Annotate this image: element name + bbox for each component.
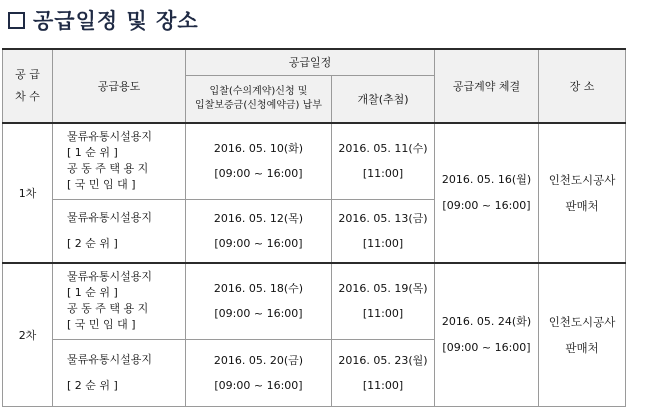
bid-cell: 2016. 05. 18(수) [09:00 ~ 16:00] xyxy=(186,263,332,339)
result-cell: 2016. 05. 13(금) [11:00] xyxy=(332,199,435,263)
bid-cell: 2016. 05. 10(화) [09:00 ~ 16:00] xyxy=(186,123,332,199)
result-cell: 2016. 05. 11(수) [11:00] xyxy=(332,123,435,199)
section-heading xyxy=(8,6,199,34)
schedule-table xyxy=(2,48,626,407)
header-result: 개찰(추첨) xyxy=(332,75,435,123)
usage-cell: 물류유통시설용지 [ 2 순 위 ] xyxy=(53,339,186,406)
round-label: 2차 xyxy=(3,263,53,406)
header-schedule: 공급일정 xyxy=(186,49,435,75)
usage-cell: 물류유통시설용지 [ 2 순 위 ] xyxy=(53,199,186,263)
header-place: 장 소 xyxy=(539,49,626,123)
usage-cell: 물류유통시설용지 [ 1 순 위 ] 공 동 주 택 용 지 [ 국 민 임 대 ] xyxy=(53,123,186,199)
round-label: 1차 xyxy=(3,123,53,263)
contract-cell: 2016. 05. 24(화) [09:00 ~ 16:00] xyxy=(435,263,539,406)
place-cell: 인천도시공사 판매처 xyxy=(539,123,626,263)
usage-cell: 물류유통시설용지 [ 1 순 위 ] 공 동 주 택 용 지 [ 국 민 임 대 ] xyxy=(53,263,186,339)
header-bid: 입찰(수의계약)신청 및 입찰보증금(신청예약금) 납부 xyxy=(186,75,332,123)
header-round: 공 급 차 수 xyxy=(3,49,53,123)
place-cell: 인천도시공사 판매처 xyxy=(539,263,626,406)
result-cell: 2016. 05. 19(목) [11:00] xyxy=(332,263,435,339)
square-bullet-icon xyxy=(8,12,25,29)
bid-cell: 2016. 05. 20(금) [09:00 ~ 16:00] xyxy=(186,339,332,406)
result-cell: 2016. 05. 23(월) [11:00] xyxy=(332,339,435,406)
contract-cell: 2016. 05. 16(월) [09:00 ~ 16:00] xyxy=(435,123,539,263)
header-contract: 공급계약 체결 xyxy=(435,49,539,123)
bid-cell: 2016. 05. 12(목) [09:00 ~ 16:00] xyxy=(186,199,332,263)
section-title: 공급일정 및 장소 xyxy=(33,9,199,33)
header-usage: 공급용도 xyxy=(53,49,186,123)
